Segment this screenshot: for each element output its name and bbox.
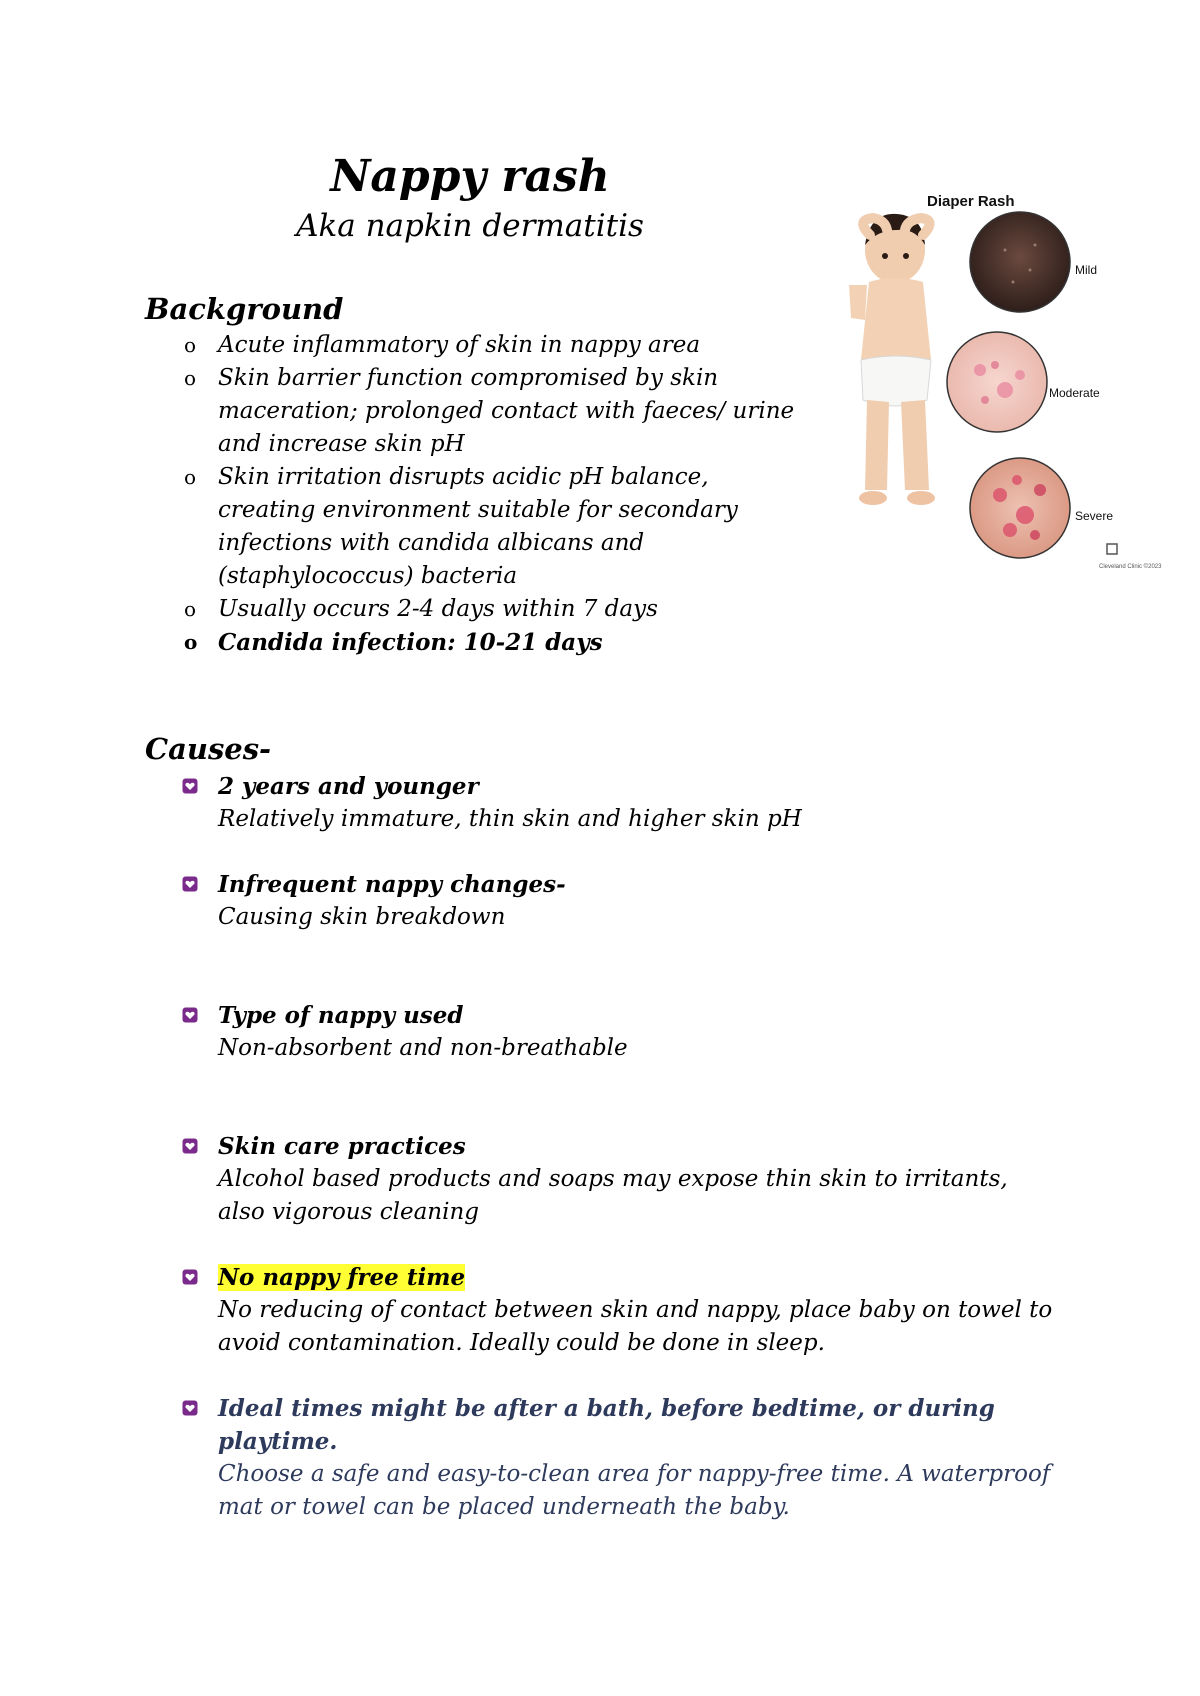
moderate-label: Moderate (1049, 386, 1100, 400)
cause-head: 2 years and younger (218, 773, 479, 800)
heart-bullet-icon (182, 778, 198, 794)
mild-rash-image (970, 212, 1070, 312)
page-title: Nappy rash (330, 151, 610, 202)
mild-label: Mild (1075, 263, 1098, 277)
bullet-icon: o (184, 465, 197, 489)
highlighted-head: No nappy free time (218, 1264, 466, 1291)
cause-item (180, 1261, 1060, 1360)
baby-illustration (849, 214, 935, 505)
bullet-icon: o (184, 333, 197, 357)
background-heading: Background (145, 292, 344, 326)
cause-item (180, 1392, 1060, 1524)
background-item (180, 362, 800, 461)
bullet-icon: o (184, 630, 198, 654)
background-item-text: Candida infection: 10-21 days (218, 629, 603, 656)
background-list (180, 329, 800, 659)
background-item-text: Skin irritation disrupts acidic pH balance, creating environment suitable for secondary infections with candida albicans and (staphylococcus) bacteria (218, 464, 738, 589)
background-item (180, 593, 800, 626)
heart-bullet-icon (182, 1138, 198, 1154)
moderate-rash-image (947, 332, 1047, 432)
cause-item (180, 1130, 1060, 1229)
cause-desc: Causing skin breakdown (218, 904, 506, 930)
background-item (180, 329, 800, 362)
severe-label: Severe (1075, 509, 1114, 523)
cause-head: Infrequent nappy changes- (218, 871, 566, 898)
figure-credit: Cleveland Clinic ©2023 (1099, 564, 1162, 570)
heart-bullet-icon (182, 1007, 198, 1023)
heart-bullet-icon (182, 1269, 198, 1285)
cause-item (180, 868, 1080, 934)
background-item-text: Skin barrier function compromised by skin maceration; prolonged contact with faeces/ urine and increase skin pH (218, 365, 795, 457)
diaper-rash-figure (835, 190, 1162, 590)
cleveland-clinic-logo-icon (1107, 544, 1117, 554)
cause-desc: Relatively immature, thin skin and higher skin pH (218, 806, 802, 832)
cause-item (180, 770, 1080, 836)
cause-desc: No reducing of contact between skin and nappy, place baby on towel to avoid contamination. Ideally could be done in sleep. (218, 1297, 1053, 1356)
page-subtitle: Aka napkin dermatitis (296, 208, 644, 244)
background-item (180, 626, 800, 659)
bullet-icon: o (184, 366, 197, 390)
cause-head (180, 1261, 1060, 1294)
cause-desc: Non-absorbent and non-breathable (218, 1035, 628, 1061)
background-item (180, 461, 800, 593)
cause-desc: Alcohol based products and soaps may expose thin skin to irritants, also vigorous cleaning (218, 1166, 1008, 1225)
cause-item (180, 999, 1080, 1065)
title-block (160, 150, 780, 246)
causes-heading: Causes- (145, 732, 272, 766)
heart-bullet-icon (182, 1400, 198, 1416)
heart-bullet-icon (182, 876, 198, 892)
cause-desc: Choose a safe and easy-to-clean area for nappy-free time. A waterproof mat or towel can be placed underneath the baby. (218, 1461, 1051, 1520)
bullet-icon: o (184, 597, 197, 621)
background-item-text: Acute inflammatory of skin in nappy area (218, 332, 701, 358)
cause-head: Ideal times might be after a bath, before bedtime, or during playtime. (218, 1395, 995, 1455)
figure-title: Diaper Rash (927, 193, 1015, 210)
cause-head: Type of nappy used (218, 1002, 464, 1029)
cause-head: Skin care practices (218, 1133, 466, 1160)
background-item-text: Usually occurs 2-4 days within 7 days (218, 596, 658, 622)
